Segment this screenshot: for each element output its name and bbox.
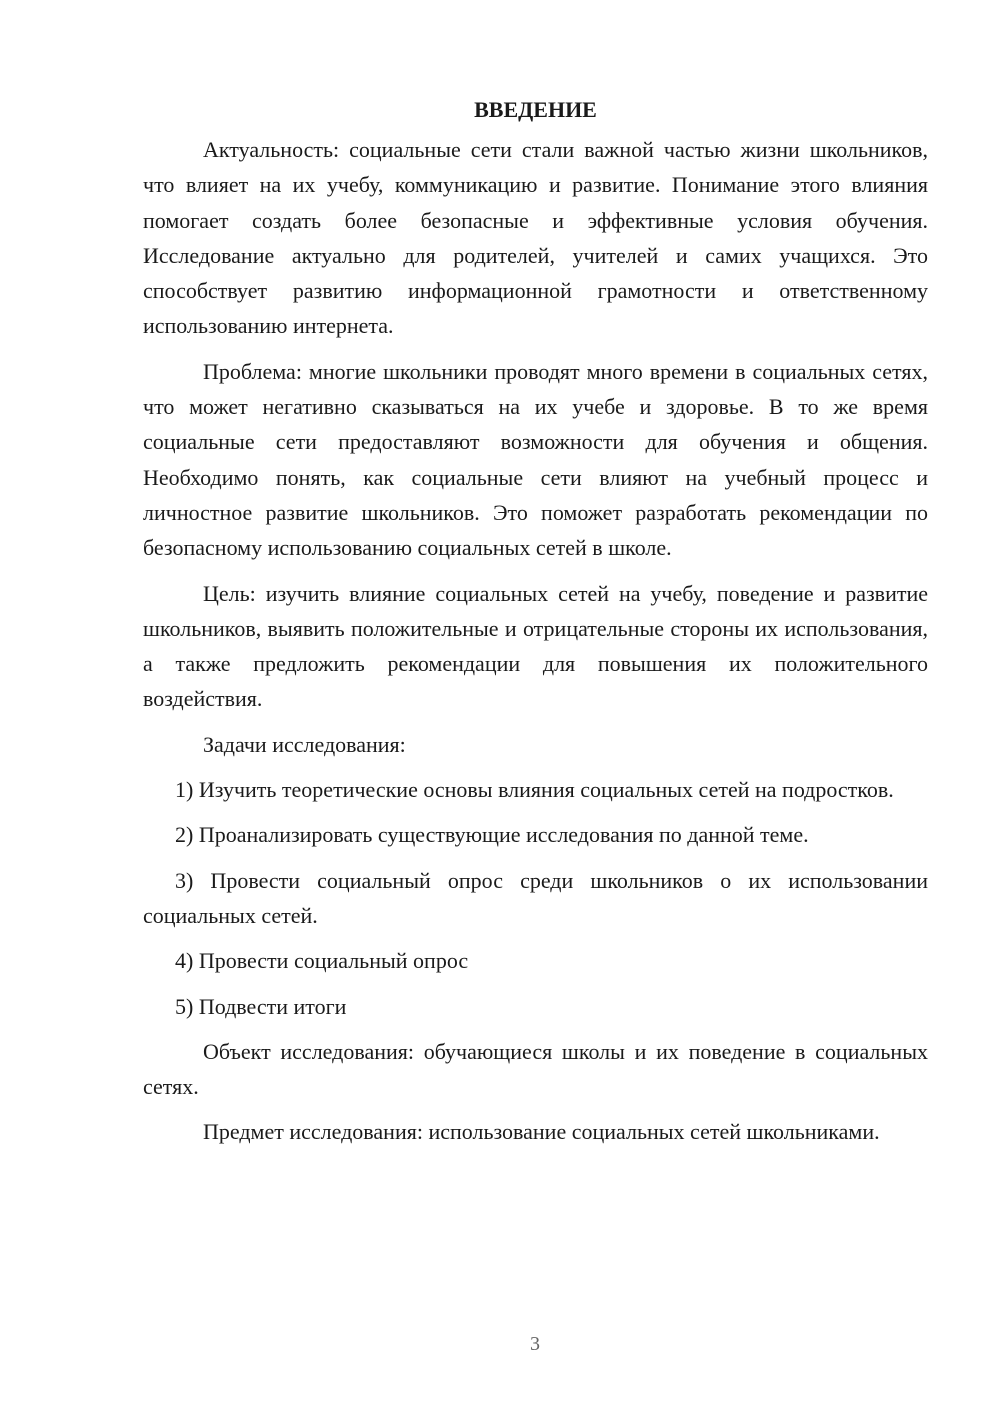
tasks-heading: Задачи исследования:: [203, 731, 406, 757]
task-item-1: 1) Изучить теоретические основы влияния социальных сетей на подростков.: [175, 777, 894, 803]
goal-paragraph: Цель: изучить влияние социальных сетей на учебу, поведение и развитие школьников, выявить положительные и отрицательные стороны их использования, а также предложить рекомендации для повышения их положительного воздействия.: [143, 580, 928, 712]
problem-paragraph: Проблема: многие школьники проводят много времени в социальных сетях, что может негативно сказываться на их учебе и здоровье. В то же время социальные сети предоставляют возможности для обучения и общения. Необходимо понять, как социальные сети влияют на учебный процесс и личностное развитие школьников. Это поможет разработать рекомендации по безопасному использованию социальных сетей в школе.: [143, 358, 928, 561]
page-number: 3: [530, 1333, 540, 1355]
relevance-paragraph: Актуальность: социальные сети стали важной частью жизни школьников, что влияет на их учебу, коммуникацию и развитие. Понимание этого влияния помогает создать более безопасные и эффективные условия обучения. Исследование актуально для родителей, учителей и самих учащихся. Это способствует развитию информационной грамотности и ответственному использованию интернета.: [143, 137, 928, 339]
object-paragraph: Объект исследования: обучающиеся школы и их поведение в социальных сетях.: [143, 1038, 928, 1100]
document-page: [143, 92, 928, 1160]
section-heading: ВВЕДЕНИЕ: [474, 97, 597, 122]
subject-paragraph: Предмет исследования: использование социальных сетей школьниками.: [203, 1119, 880, 1145]
task-item-4: 4) Провести социальный опрос: [175, 948, 469, 974]
task-item-5: 5) Подвести итоги: [175, 993, 347, 1019]
task-item-2: 2) Проанализировать существующие исследования по данной теме.: [175, 822, 809, 848]
task-item-3: 3) Провести социальный опрос среди школьников о их использовании социальных сетей.: [143, 867, 928, 928]
